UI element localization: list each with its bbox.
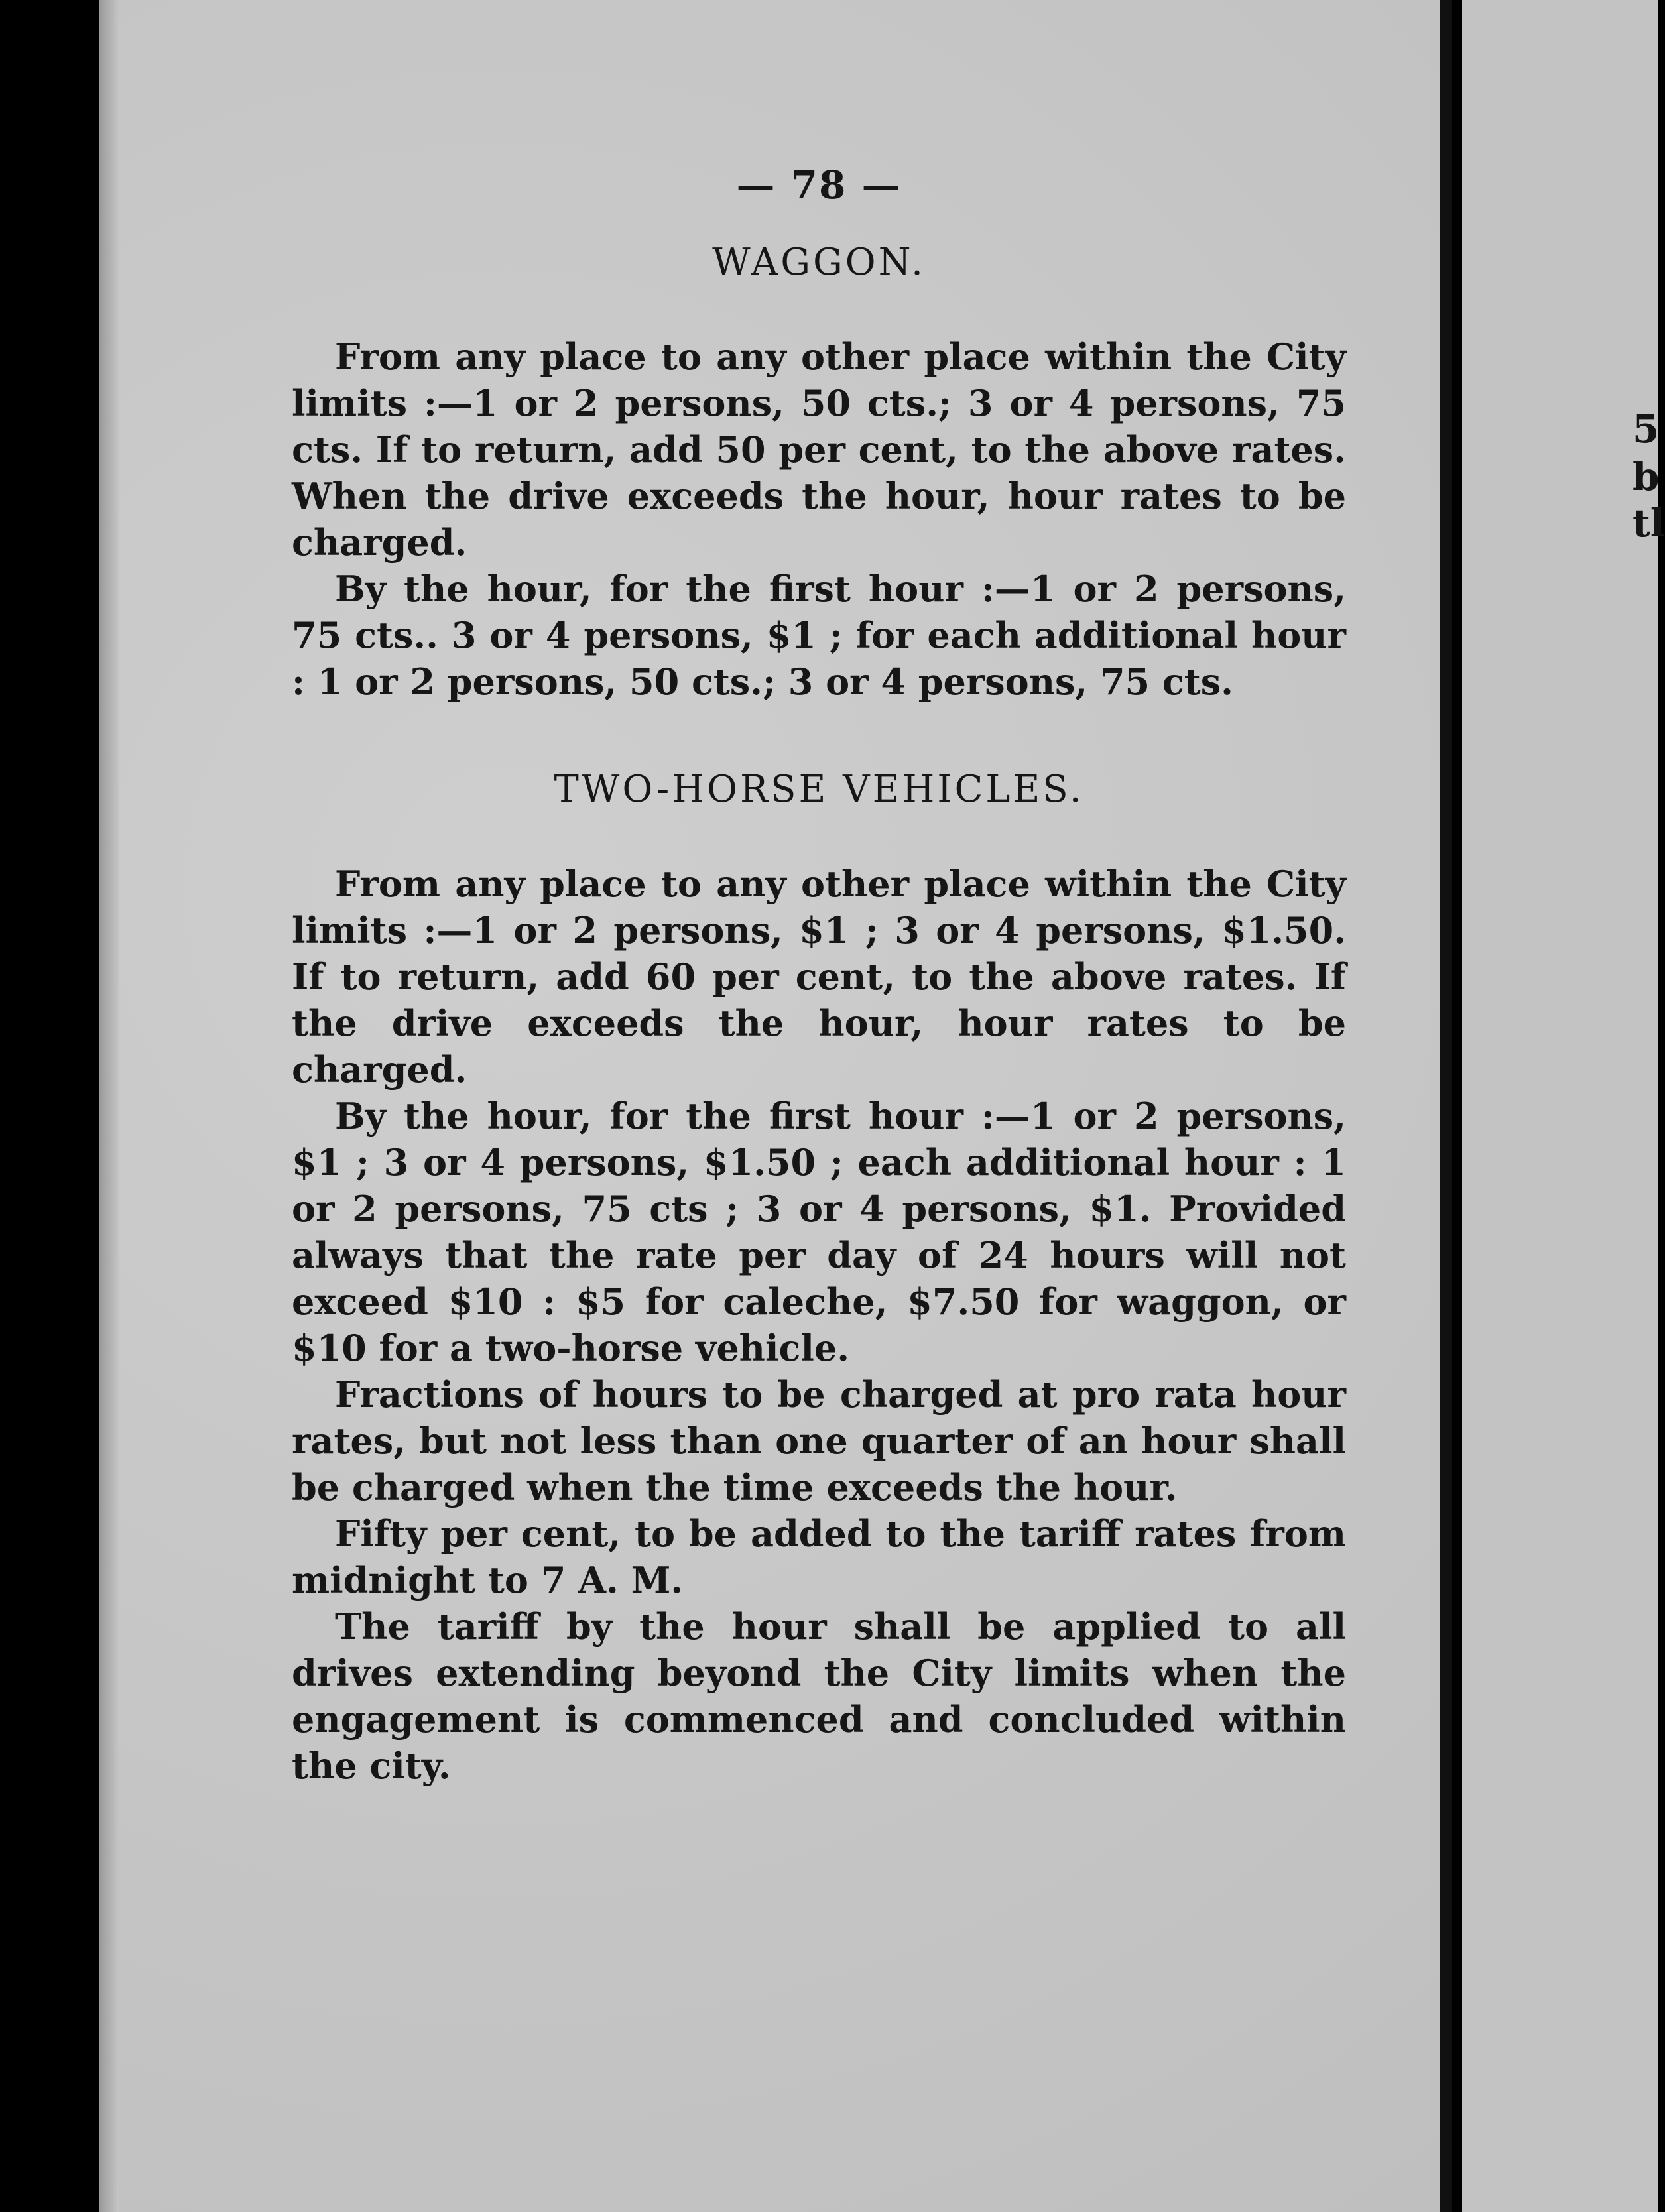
paragraph: Fractions of hours to be charged at pro rata hour rates, but not less than one quarter of an hour shall be charged when the time exceeds the hour. (292, 1373, 1346, 1508)
section-heading-waggon: WAGGON. (712, 241, 926, 284)
paragraph: The tariff by the hour shall be applied to all drives extending beyond the City limits when the engagement is commenced and concluded within the city. (292, 1605, 1346, 1787)
right-page-edge (1462, 0, 1658, 2212)
paragraph: By the hour, for the first hour :—1 or 2 persons, 75 cts.. 3 or 4 persons, $1 ; for each additional hour : 1 or 2 persons, 50 cts.; 3 or 4 persons, 75 cts. (292, 568, 1346, 703)
paragraph: By the hour, for the first hour :—1 or 2 persons, $1 ; 3 or 4 persons, $1.50 ; each additional hour : 1 or 2 persons, 75 cts ; 3 or 4 persons, $1. Provided always that the rate per day of 24 hours will not exceed $10 : $5 for caleche, $7.50 for waggon, or $10 for a two-horse vehicle. (292, 1095, 1346, 1369)
paragraph: Fifty per cent, to be added to the tariff rates from midnight to 7 A. M. (292, 1512, 1346, 1601)
next-page-fragment: tl (1633, 501, 1665, 546)
next-page-fragment: 5 (1633, 406, 1660, 452)
next-page-fragment: b (1633, 454, 1660, 499)
paragraph: From any place to any other place within the City limits :—1 or 2 persons, 50 cts.; 3 or 4 persons, 75 cts. If to return, add 50 per cent, to the above rates. When the drive exceeds the hour, hour rates to be charged. (292, 336, 1346, 564)
page-number: — 78 — (736, 162, 902, 208)
page-edge-shadow (99, 0, 119, 2212)
paragraph: From any place to any other place within the City limits :—1 or 2 persons, $1 ; 3 or 4 persons, $1.50. If to return, add 60 per cent, to the above rates. If the drive exceeds the hour, hour rates to be charged. (292, 863, 1346, 1091)
page-text (292, 162, 1346, 1789)
page-gutter (1440, 0, 1451, 2212)
section-heading-two-horse-vehicles: TWO-HORSE VEHICLES. (554, 768, 1084, 811)
